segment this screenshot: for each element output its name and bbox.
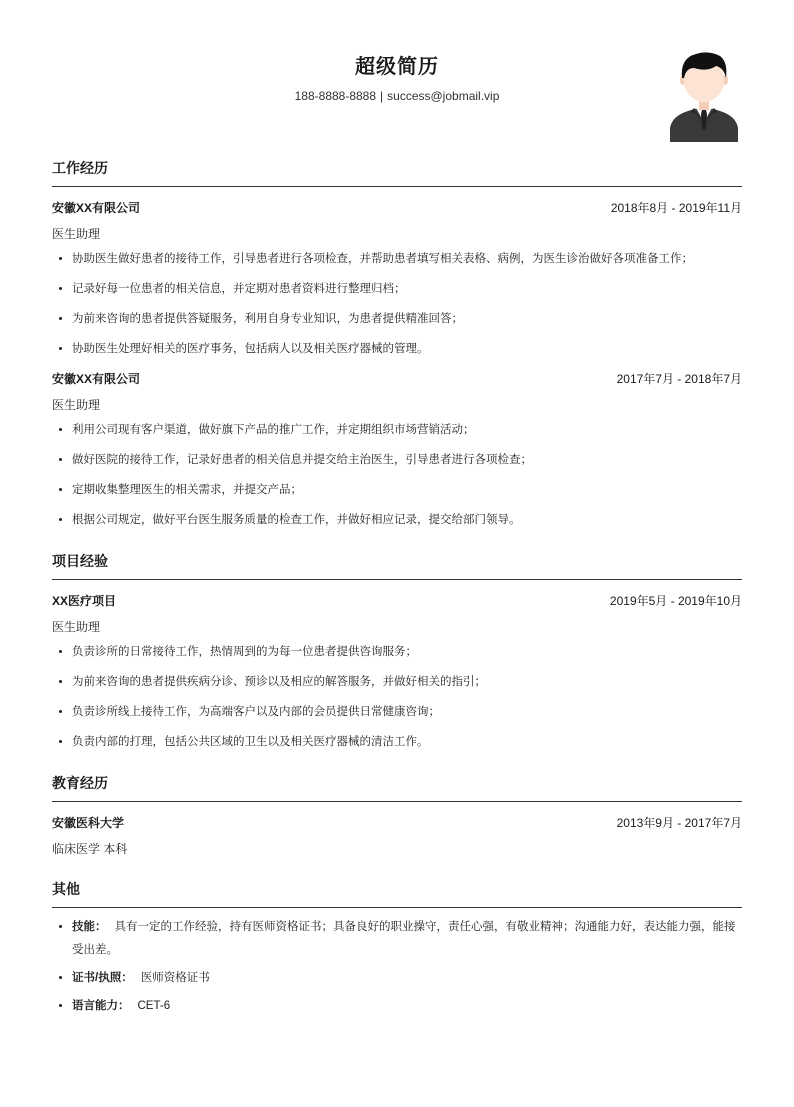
duty-list <box>52 250 742 358</box>
job-role: 医生助理 <box>52 227 101 241</box>
contact-separator: | <box>380 89 384 103</box>
list-item <box>72 916 742 962</box>
list-item: • 为前来咨询的患者提供答疑服务，利用自身专业知识，为患者提供精准回答； <box>72 310 742 328</box>
list-item: • 根据公司规定，做好平台医生服务质量的检查工作，并做好相应记录，提交给部门领导。 <box>72 511 742 529</box>
major-degree: 临床医学 本科 <box>52 842 128 856</box>
project-name: XX医疗项目 <box>52 594 117 608</box>
list-item: • 负责诊所线上接待工作，为高端客户以及内部的会员提供日常健康咨询； <box>72 703 742 721</box>
duty-list <box>52 421 742 529</box>
work-entry <box>52 370 742 529</box>
list-item: • 做好医院的接待工作，记录好患者的相关信息并提交给主治医生，引导患者进行各项检查； <box>72 451 742 469</box>
company-name: 安徽XX有限公司 <box>52 201 141 215</box>
project-section-title: 项目经验 <box>52 551 742 580</box>
language-value: CET-6 <box>137 1000 171 1012</box>
certificate-value: 医师资格证书 <box>140 972 210 984</box>
other-section <box>52 879 742 1018</box>
project-entry-header <box>52 592 742 609</box>
work-entry-header <box>52 199 742 216</box>
certificate-label: 证书/执照： <box>72 972 133 984</box>
company-name: 安徽XX有限公司 <box>52 372 141 386</box>
other-section-title: 其他 <box>52 879 742 908</box>
email-address: success@jobmail.vip <box>387 89 500 103</box>
project-entry <box>52 592 742 751</box>
list-item: • 定期收集整理医生的相关需求，并提交产品； <box>72 481 742 499</box>
language-label: 语言能力： <box>72 1000 130 1012</box>
list-item: • 为前来咨询的患者提供疾病分诊、预诊以及相应的解答服务，并做好相关的指引； <box>72 673 742 691</box>
list-item: • 负责内部的打理，包括公共区域的卫生以及相关医疗器械的清洁工作。 <box>72 733 742 751</box>
list-item <box>72 967 742 990</box>
skill-value: 具有一定的工作经验，持有医师资格证书；具备良好的职业操守，责任心强，有敬业精神；沟通能力好，表达能力强，能接受出差。 <box>72 921 736 956</box>
phone-number: 188-8888-8888 <box>294 89 377 103</box>
list-item <box>72 995 742 1018</box>
education-entry-header <box>52 814 742 831</box>
list-item: • 记录好每一位患者的相关信息，并定期对患者资料进行整理归档； <box>72 280 742 298</box>
duty-list <box>52 643 742 751</box>
date-range: 2013年9月 - 2017年7月 <box>616 816 742 830</box>
skill-label: 技能： <box>72 921 107 933</box>
date-range: 2017年7月 - 2018年7月 <box>616 372 742 386</box>
list-item: • 协助医生处理好相关的医疗事务，包括病人以及相关医疗器械的管理。 <box>72 340 742 358</box>
avatar-person-icon <box>668 48 740 142</box>
candidate-name: 超级简历 <box>355 56 439 78</box>
project-section <box>52 551 742 751</box>
work-entry <box>52 199 742 358</box>
education-section <box>52 773 742 857</box>
resume-header <box>0 0 794 150</box>
date-range: 2019年5月 - 2019年10月 <box>609 594 742 608</box>
list-item: • 利用公司现有客户渠道，做好旗下产品的推广工作，并定期组织市场营销活动； <box>72 421 742 439</box>
list-item: • 负责诊所的日常接待工作，热情周到的为每一位患者提供咨询服务； <box>72 643 742 661</box>
resume-body <box>52 150 742 1040</box>
list-item: • 协助医生做好患者的接待工作，引导患者进行各项检查，并帮助患者填写相关表格、病例，为医生诊治做好各项准备工作； <box>72 250 742 268</box>
school-name: 安徽医科大学 <box>52 816 125 830</box>
job-role: 医生助理 <box>52 398 101 412</box>
work-entry-header <box>52 370 742 387</box>
work-section-title: 工作经历 <box>52 158 742 187</box>
project-role: 医生助理 <box>52 620 101 634</box>
education-section-title: 教育经历 <box>52 773 742 802</box>
date-range: 2018年8月 - 2019年11月 <box>610 201 742 215</box>
education-entry <box>52 814 742 857</box>
work-section <box>52 158 742 529</box>
other-list <box>52 916 742 1018</box>
